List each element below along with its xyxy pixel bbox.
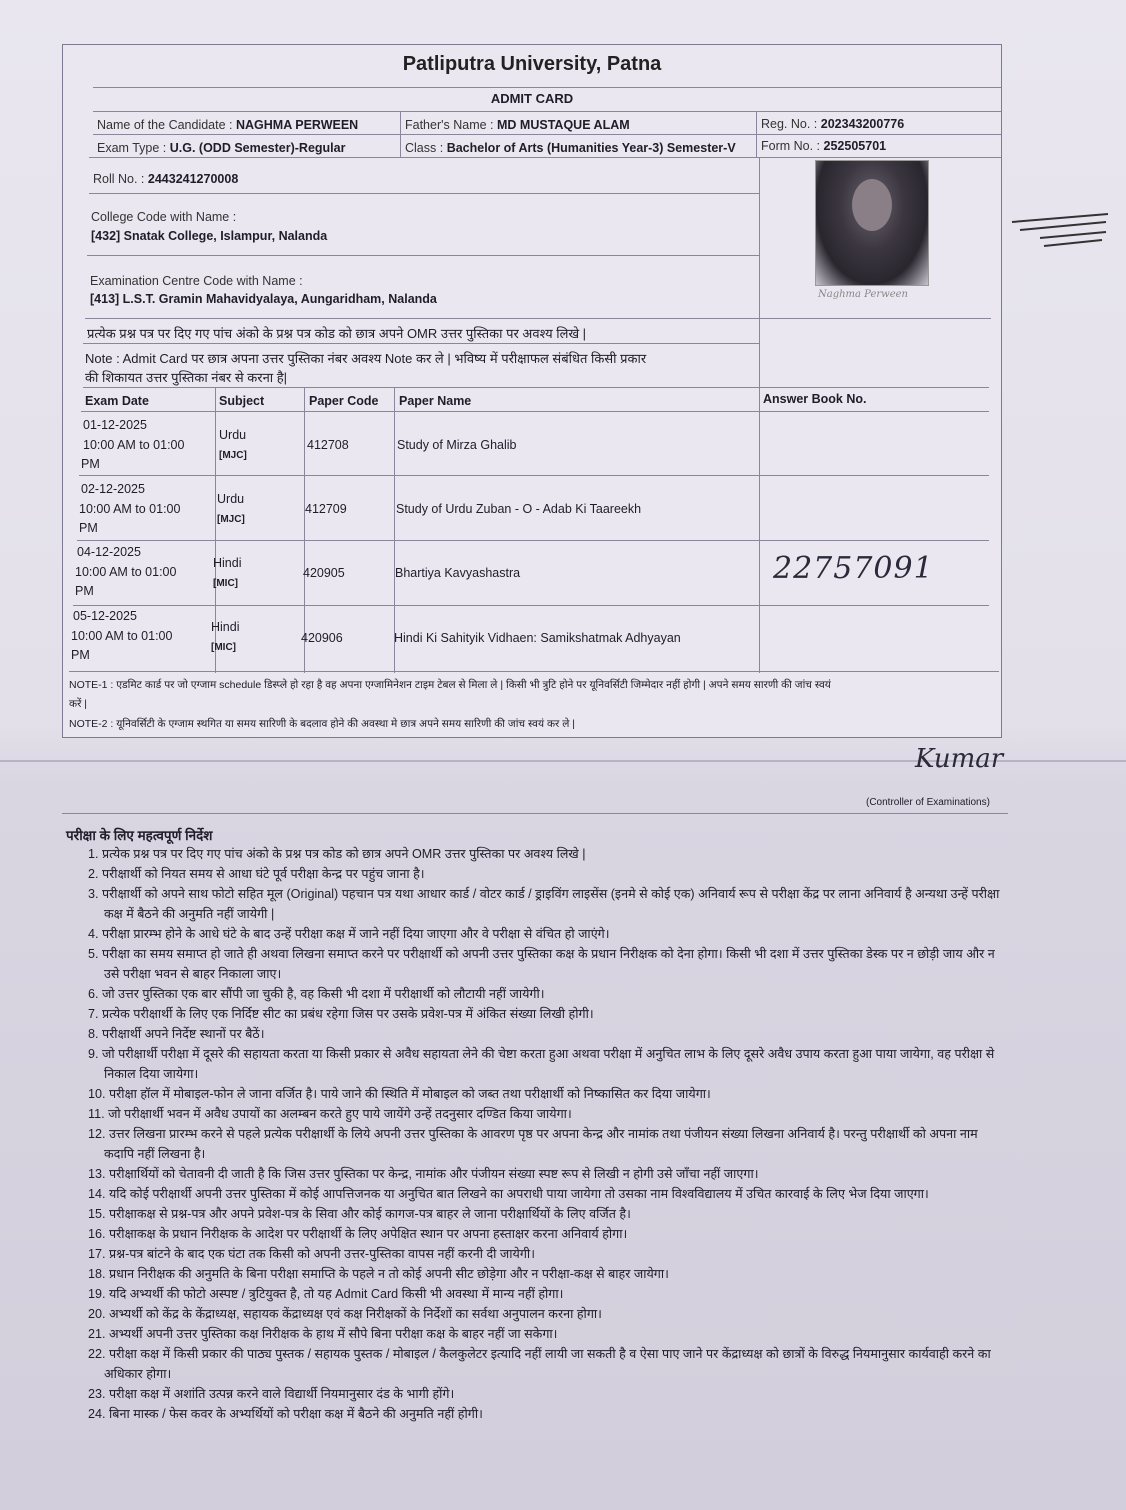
form-number: 252505701	[823, 139, 887, 153]
instruction-item: 16. परीक्षाकक्ष के प्रधान निरीक्षक के आदेश पर परीक्षार्थी के लिए अपेक्षित स्थान पर अपना हस्ताक्षर करना अनिवार्य होगा।	[88, 1227, 628, 1241]
roll-number: 2443241270008	[147, 172, 239, 186]
answer-book-number: 22757091	[773, 551, 934, 586]
divider	[89, 193, 759, 194]
omr-notice: प्रत्येक प्रश्न पत्र पर दिए गए पांच अंको के प्रश्न पत्र कोड को छात्र अपने OMR उत्तर पुस्तिका पर अवश्य लिखे |	[87, 326, 587, 341]
header-paper-code: Paper Code	[309, 394, 379, 408]
subject: Urdu	[219, 428, 247, 442]
footnote-1-cont: करें |	[69, 698, 88, 710]
instruction-item: 6. जो उत्तर पुस्तिका एक बार सौंपी जा चुकी है, वह किसी भी दशा में परीक्षार्थी को लौटायी नहीं जायेगी।	[88, 987, 545, 1001]
divider	[89, 157, 1001, 158]
instruction-item: 7. प्रत्येक परीक्षार्थी के लिए एक निर्दिष्ट सीट का प्रबंध रहेगा जिस पर उसके प्रवेश-पत्र में अंकित संख्या लिखी होगी।	[88, 1007, 594, 1021]
candidate-name: NAGHMA PERWEEN	[235, 118, 359, 132]
instructions-heading: परीक्षा के लिए महत्वपूर्ण निर्देश	[66, 828, 213, 843]
admit-card	[62, 44, 1002, 738]
exam-type-label: Exam Type :	[97, 141, 167, 155]
paper-name: Study of Mirza Ghalib	[397, 438, 517, 452]
instruction-item: 23. परीक्षा कक्ष में अशांति उत्पन्न करने वाले विद्यार्थी नियमानुसार दंड के भागी होंगे।	[88, 1387, 455, 1401]
divider	[93, 111, 1001, 112]
college-name: [432] Snatak College, Islampur, Nalanda	[91, 229, 328, 243]
instruction-item: 15. परीक्षाकक्ष से प्रश्न-पत्र और अपने प्रवेश-पत्र के सिवा और कोई कागज-पत्र बाहर ले जाना परीक्षार्थियों के लिए वर्जित है।	[88, 1207, 631, 1221]
instructions-section	[66, 826, 1006, 1424]
divider	[77, 540, 989, 541]
paper-name: Hindi Ki Sahityik Vidhaen: Samikshatmak Adhyayan	[394, 631, 681, 645]
divider	[79, 475, 989, 476]
candidate-name-row	[97, 118, 358, 132]
instruction-item: 24. बिना मास्क / फेस कवर के अभ्यर्थियों को परीक्षा कक्ष में बैठने की अनुमति नहीं होगी।	[88, 1407, 483, 1421]
instruction-item: 1. प्रत्येक प्रश्न पत्र पर दिए गए पांच अंको के प्रश्न पत्र कोड को छात्र अपने OMR उत्तर पुस्तिका पर अवश्य लिखे |	[88, 847, 586, 861]
header-exam-date: Exam Date	[85, 394, 149, 408]
university-title: Patliputra University, Patna	[402, 53, 662, 75]
class-label: Class :	[405, 141, 444, 155]
exam-date: 05-12-2025	[73, 609, 137, 623]
class-name: Bachelor of Arts (Humanities Year-3) Semester-V	[446, 141, 736, 155]
divider	[81, 411, 989, 412]
instruction-item: 17. प्रश्न-पत्र बांटने के बाद एक घंटा तक किसी को अपनी उत्तर-पुस्तिका वापस नहीं करनी दी जायेगी।	[88, 1247, 535, 1261]
note-line-2: की शिकायत उत्तर पुस्तिका नंबर से करना है|	[85, 370, 288, 385]
exam-type-row	[97, 141, 345, 155]
paper-code: 412709	[305, 502, 347, 516]
paper-name: Bhartiya Kavyashastra	[395, 566, 521, 580]
exam-time: 10:00 AM to 01:00	[71, 629, 173, 643]
instruction-item: 2. परीक्षार्थी को नियत समय से आधा घंटे पूर्व परीक्षा केन्द्र पर पहुंच जाना है।	[88, 867, 425, 881]
divider	[87, 255, 759, 256]
exam-date: 01-12-2025	[83, 418, 147, 432]
divider	[62, 813, 1008, 814]
divider	[83, 387, 989, 388]
instruction-item: 19. यदि अभ्यर्थी की फोटो अस्पष्ट / त्रुटियुक्त है, तो यह Admit Card किसी भी अवस्था में मान्य नहीं होगा।	[88, 1287, 564, 1301]
paper-code: 412708	[307, 438, 349, 452]
exam-time-pm: PM	[75, 584, 94, 598]
exam-date: 02-12-2025	[81, 482, 145, 496]
controller-label: (Controller of Examinations)	[866, 797, 990, 808]
paper-code: 420906	[301, 631, 343, 645]
reg-label: Reg. No. :	[761, 117, 818, 131]
form-row	[761, 139, 886, 153]
note-line-1: Note : Admit Card पर छात्र अपना उत्तर पुस्तिका नंबर अवश्य Note कर ले | भविष्य में परीक्षाफल संबंधित किसी प्रकार	[85, 351, 647, 366]
instruction-item: 3. परीक्षार्थी को अपने साथ फोटो सहित मूल (Original) पहचान पत्र यथा आधार कार्ड / वोटर कार्ड / ड्राइविंग लाइसेंस (इनमे से कोई एक) अनिवार्य रूप से परीक्षा केंद्र पर लाना अनिवार्य है अन्यथा उन्हें परीक्षा कक्ष में बैठने की अनुमति नहीं जायेगी |	[88, 887, 1000, 921]
divider	[73, 605, 989, 606]
footnote-2: NOTE-2 : यूनिवर्सिटी के एग्जाम स्थगित या समय सारिणी के बदलाव होने की अवस्था मे छात्र अपने समय सारिणी की जांच स्वयं कर ले |	[69, 718, 575, 730]
divider	[83, 343, 759, 344]
header-paper-name: Paper Name	[399, 394, 472, 408]
exam-time: 10:00 AM to 01:00	[79, 502, 181, 516]
instruction-item: 9. जो परीक्षार्थी परीक्षा में दूसरे की सहायता करता या किसी प्रकार से अवैध सहायता लेने की चेष्टा करता हुआ अथवा परीक्षा में अनुचित लाभ के लिए दूसरे अवैध उपाय करता हुआ पाया जायेगा, वह परीक्षा से निकाल दिया जायेगा।	[88, 1047, 995, 1081]
candidate-photo	[815, 160, 929, 286]
subject: Hindi	[213, 556, 242, 570]
divider	[759, 387, 760, 673]
subject: Hindi	[211, 620, 240, 634]
roll-label: Roll No. :	[93, 172, 145, 186]
candidate-name-label: Name of the Candidate :	[97, 118, 233, 132]
candidate-signature: Naghma Perween	[818, 289, 908, 300]
instruction-item: 5. परीक्षा का समय समाप्त हो जाते ही अथवा लिखना समाप्त करने पर परीक्षार्थी को अपनी उत्तर पुस्तिका कक्ष के प्रधान निरीक्षक को देना होगा। किसी भी दशा में उत्तर पुस्तिका डेस्क पर न छोड़ी जाय और न उसे परीक्षा भवन से बाहर निकाला जाए।	[88, 947, 995, 981]
subject-tag: [MJC]	[219, 450, 247, 461]
exam-time: 10:00 AM to 01:00	[75, 565, 177, 579]
father-name: MD MUSTAQUE ALAM	[497, 118, 630, 132]
header-subject: Subject	[219, 394, 265, 408]
pen-scribble	[1010, 210, 1110, 250]
father-name-label: Father's Name :	[405, 118, 494, 132]
college-label: College Code with Name :	[91, 210, 237, 224]
instruction-item: 21. अभ्यर्थी अपनी उत्तर पुस्तिका कक्ष निरीक्षक के हाथ में सौपे बिना परीक्षा कक्ष के बाहर नहीं जा सकेगा।	[88, 1327, 558, 1341]
instruction-item: 11. जो परीक्षार्थी भवन में अवैध उपायों का अलम्बन करते हुए पाये जायेंगे उन्हें तदनुसार दण्डित किया जायेगा।	[88, 1107, 572, 1121]
instruction-item: 10. परीक्षा हॉल में मोबाइल-फोन ले जाना वर्जित है। पाये जाने की स्थिति में मोबाइल को जब्त तथा परीक्षार्थी को निष्कासित कर दिया जायेगा।	[88, 1087, 711, 1101]
subject-tag: [MIC]	[211, 642, 236, 653]
exam-time-pm: PM	[81, 457, 100, 471]
paper-name: Study of Urdu Zuban - O - Adab Ki Taareekh	[396, 502, 642, 516]
form-label: Form No. :	[761, 139, 821, 153]
father-name-row	[405, 118, 630, 132]
subject: Urdu	[217, 492, 245, 506]
instruction-item: 22. परीक्षा कक्ष में किसी प्रकार की पाठ्य पुस्तक / सहायक पुस्तक / मोबाइल / कैलकुलेटर इत्यादि नहीं लायी जा सकती है व ऐसा पाए जाने पर केंद्राध्यक्ष को छात्रों के विरुद्ध नियमानुसार कार्यवाही करने का अधिकार होगा।	[88, 1347, 991, 1381]
instruction-item: 14. यदि कोई परीक्षार्थी अपनी उत्तर पुस्तिका में कोई आपत्तिजनक या अनुचित बात लिखने का अपराधी पाया जायेगा तो उसका नाम विश्वविद्यालय में उचित कारवाई के लिए भेज दिया जाएगा।	[88, 1187, 929, 1201]
instruction-item: 18. प्रधान निरीक्षक की अनुमति के बिना परीक्षा समाप्ति के पहले न तो कोई अपनी सीट छोड़ेगा और न परीक्षा-कक्ष से बाहर जायेगा।	[88, 1267, 669, 1281]
divider	[759, 157, 760, 387]
admit-card-heading: ADMIT CARD	[490, 91, 574, 106]
subject-tag: [MJC]	[217, 514, 245, 525]
instruction-item: 12. उत्तर लिखना प्रारम्भ करने से पहले प्रत्येक परीक्षार्थी के लिये अपनी उत्तर पुस्तिका के आवरण पृष्ठ पर अपना केन्द्र और नामांक तथा पंजीयन संख्या लिखना अनिवार्य है। परन्तु परीक्षार्थी को अपना नाम कदापि नहीं लिखना है।	[88, 1127, 978, 1161]
paper-code: 420905	[303, 566, 345, 580]
header-answer-book: Answer Book No.	[763, 392, 867, 406]
class-row	[405, 141, 736, 155]
roll-row	[93, 172, 238, 186]
centre-name: [413] L.S.T. Gramin Mahavidyalaya, Aungaridham, Nalanda	[90, 292, 437, 306]
controller-signature: Kumar	[915, 744, 1004, 774]
divider	[93, 87, 1001, 88]
instruction-item: 13. परीक्षार्थियों को चेतावनी दी जाती है कि जिस उत्तर पुस्तिका पर केन्द्र, नामांक और पंजीयन संख्या स्पष्ट रूप से लिखी न होगी उसे जाँचा नहीं जाएगा।	[88, 1167, 759, 1181]
exam-time-pm: PM	[71, 648, 90, 662]
instruction-item: 8. परीक्षार्थी अपने निर्देष्ट स्थानों पर बैठें।	[88, 1027, 265, 1041]
candidate-face	[852, 179, 892, 231]
reg-number: 202343200776	[820, 117, 905, 131]
centre-label: Examination Centre Code with Name :	[90, 274, 303, 288]
exam-time: 10:00 AM to 01:00	[83, 438, 185, 452]
exam-time-pm: PM	[79, 521, 98, 535]
reg-row	[761, 117, 904, 131]
divider	[85, 318, 991, 319]
exam-type: U.G. (ODD Semester)-Regular	[169, 141, 346, 155]
instruction-item: 20. अभ्यर्थी को केंद्र के केंद्राध्यक्ष, सहायक केंद्राध्यक्ष एवं कक्ष निरीक्षकों के निर्देशों का सर्वथा अनुपालन करना होगा।	[88, 1307, 602, 1321]
instruction-item: 4. परीक्षा प्रारम्भ होने के आधे घंटे के बाद उन्हें परीक्षा कक्ष में जाने नहीं दिया जाएगा और वे परीक्षा से वंचित हो जाएंगे।	[88, 927, 610, 941]
subject-tag: [MIC]	[213, 578, 238, 589]
footnote-1: NOTE-1 : एडमिट कार्ड पर जो एग्जाम schedule डिस्प्ले हो रहा है वह अपना एग्जामिनेशन टाइम टेबल से मिला ले | किसी भी त्रुटि होने पर यूनिवर्सिटी जिम्मेदार नहीं होगी | अपने समय सारणी की जांच स्वयं	[69, 679, 831, 691]
divider	[69, 671, 999, 672]
exam-date: 04-12-2025	[77, 545, 141, 559]
instructions-list	[66, 844, 1006, 1424]
divider	[93, 134, 1001, 135]
